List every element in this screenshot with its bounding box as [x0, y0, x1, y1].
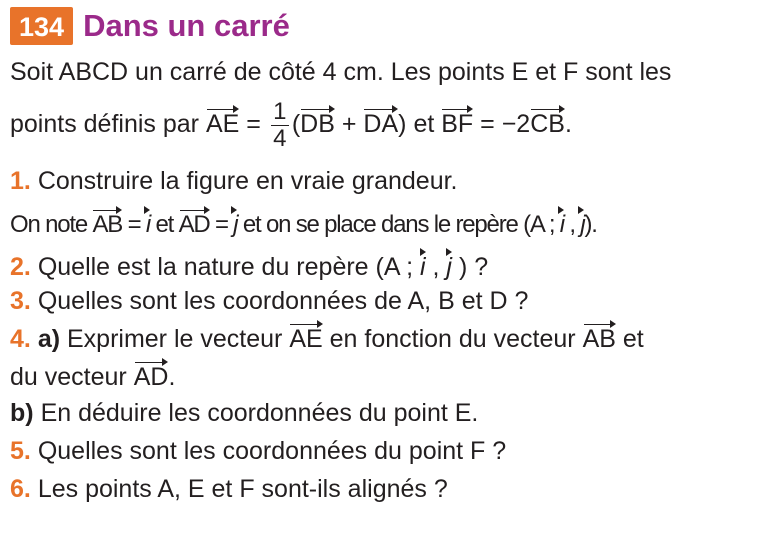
question-text: Les points A, E et F sont-ils alignés ?	[37, 475, 448, 503]
exercise-number-badge: 134	[10, 7, 73, 45]
comma: ,	[432, 253, 440, 281]
question-3	[10, 286, 752, 316]
vector-AB: AB	[92, 206, 122, 236]
close-paren: )	[398, 110, 407, 138]
question-number: 1.	[10, 167, 31, 195]
comma: ,	[569, 211, 575, 238]
question-number: 3.	[10, 287, 31, 315]
vector-j: j	[580, 206, 584, 236]
vector-i: i	[560, 206, 564, 236]
fraction-one-quarter	[271, 99, 289, 152]
question-5	[10, 436, 752, 466]
period: .	[564, 110, 572, 138]
question-text: Exprimer le vecteur	[67, 325, 283, 353]
question-number: 2.	[10, 253, 31, 281]
question-4a-line-1	[10, 320, 752, 356]
vector-i: i	[146, 206, 150, 236]
question-text: Quelles sont les coordonnées du point F ?	[37, 437, 507, 465]
vector-DA: DA	[363, 105, 398, 135]
equals-minus-two: = −2	[480, 110, 531, 138]
vector-AB: AB	[583, 320, 616, 350]
question-suffix: ) ?	[458, 253, 489, 281]
exercise-header	[10, 6, 290, 46]
vector-i: i	[420, 248, 426, 278]
repere-definition	[10, 205, 752, 245]
vector-DB: DB	[300, 105, 335, 135]
question-text: Quelles sont les coordonnées de A, B et D ?	[37, 287, 529, 315]
vector-j: j	[233, 206, 237, 236]
and-word: et	[155, 211, 174, 238]
question-text: et	[622, 325, 644, 353]
repere-middle-text: et on se place dans le repère (A ;	[242, 211, 555, 238]
equals-sign: =	[246, 110, 261, 138]
plus-sign: +	[341, 110, 357, 138]
question-1	[10, 166, 752, 196]
fraction-denominator: 4	[273, 124, 287, 152]
question-4b	[10, 398, 752, 428]
fraction-numerator: 1	[273, 97, 287, 125]
statement-line-1	[10, 57, 752, 87]
vector-AD: AD	[179, 206, 210, 236]
question-number: 5.	[10, 437, 31, 465]
question-text: en fonction du vecteur	[329, 325, 576, 353]
open-paren: (	[291, 110, 301, 138]
equals-sign: =	[214, 211, 228, 238]
statement-text: Soit ABCD un carré de côté 4 cm. Les points E et F sont les	[10, 58, 672, 86]
exercise-title: Dans un carré	[83, 8, 290, 43]
question-text: Construire la figure en vraie grandeur.	[37, 167, 458, 195]
repere-prefix: On note	[10, 211, 87, 238]
question-text: En déduire les coordonnées du point E.	[40, 399, 479, 427]
vector-AE: AE	[206, 105, 239, 135]
part-b-label: b)	[10, 399, 34, 427]
question-number: 4.	[10, 325, 31, 353]
statement-prefix: points définis par	[10, 110, 200, 138]
question-text: Quelle est la nature du repère (A ;	[37, 253, 414, 281]
vector-AE: AE	[289, 320, 322, 350]
question-text: du vecteur	[10, 363, 127, 391]
part-a-label: a)	[37, 325, 61, 353]
vector-BF: BF	[441, 105, 473, 135]
question-number: 6.	[10, 475, 31, 503]
vector-CB: CB	[530, 105, 565, 135]
question-2	[10, 248, 752, 284]
vector-AD: AD	[134, 358, 169, 388]
and-word: et	[413, 110, 435, 138]
statement-line-2	[10, 96, 752, 152]
repere-suffix: ).	[584, 211, 597, 238]
question-4a-line-2	[10, 358, 752, 394]
question-6	[10, 474, 752, 504]
vector-j: j	[446, 248, 452, 278]
period: .	[168, 363, 176, 391]
equals-sign: =	[127, 211, 141, 238]
